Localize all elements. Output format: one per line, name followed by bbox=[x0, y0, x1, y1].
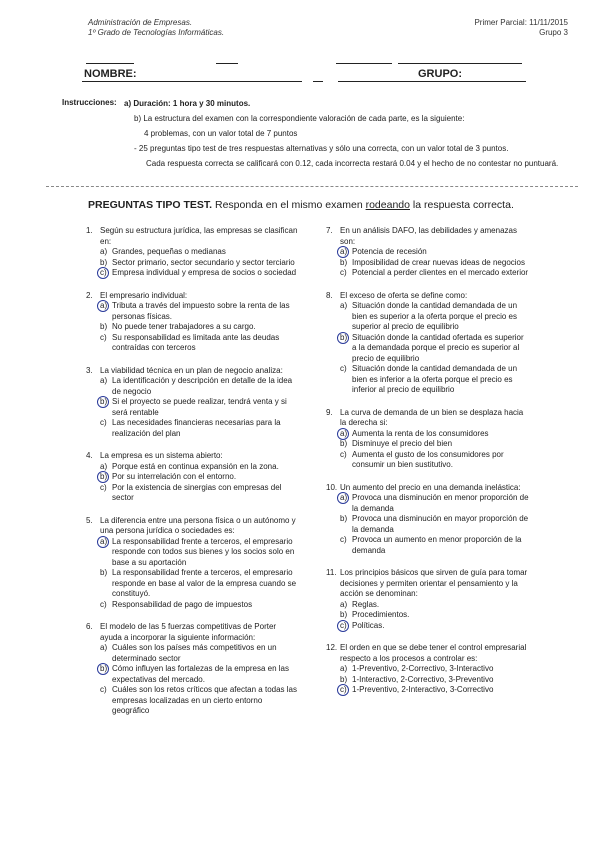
group-number: Grupo 3 bbox=[539, 28, 568, 37]
group-field-line[interactable] bbox=[338, 81, 526, 82]
exam-title: Primer Parcial: 11/11/2015 bbox=[474, 18, 568, 27]
answer-option[interactable] bbox=[100, 664, 300, 685]
option-text: Por la existencia de sinergias con empresas del sector bbox=[112, 482, 282, 502]
instruction-duration: a) Duración: 1 hora y 30 minutos. bbox=[124, 99, 251, 108]
question-text: La curva de demanda de un bien se desplaza hacia la derecha si: bbox=[340, 407, 524, 427]
question-number: 9. bbox=[326, 407, 333, 417]
answer-option[interactable] bbox=[100, 568, 300, 600]
answer-circle-mark bbox=[97, 267, 109, 279]
answer-option[interactable] bbox=[100, 600, 300, 611]
answer-option[interactable] bbox=[100, 643, 300, 664]
option-letter: c) bbox=[340, 268, 347, 277]
answer-circle-mark bbox=[337, 684, 349, 696]
question-number: 1. bbox=[86, 226, 93, 235]
question-item bbox=[326, 643, 530, 696]
option-text: Provoca una disminución en mayor proporción de la demanda bbox=[352, 514, 529, 534]
answer-option[interactable] bbox=[340, 675, 530, 686]
option-text: Por su interrelación con el entorno. bbox=[112, 472, 237, 481]
option-letter: c) bbox=[340, 449, 347, 459]
answer-option[interactable] bbox=[340, 514, 530, 535]
answer-option[interactable] bbox=[100, 462, 300, 473]
left-question-column bbox=[86, 226, 300, 717]
option-text: Cómo influyen las fortalezas de la empresa en las expectativas del mercado. bbox=[112, 664, 289, 684]
option-text: Empresa individual y empresa de socios o sociedad bbox=[112, 268, 297, 277]
instructions-label: Instrucciones: bbox=[62, 98, 117, 107]
answer-option[interactable] bbox=[100, 483, 300, 504]
question-number: 8. bbox=[326, 290, 333, 300]
instruction-problems: 4 problemas, con un valor total de 7 puntos bbox=[144, 129, 298, 138]
question-number: 2. bbox=[86, 290, 93, 300]
instruction-test: - 25 preguntas tipo test de tres respuestas alternativas y sólo una correcta, con un valor total de 3 puntos. bbox=[134, 144, 509, 153]
option-text: Responsabilidad de pago de impuestos bbox=[112, 599, 253, 609]
option-text: Cuáles son los retos críticos que afectan a todas las empresas localizadas en un cierto entorno geográfico bbox=[112, 685, 297, 715]
divider bbox=[216, 63, 238, 64]
option-letter: b) bbox=[340, 439, 348, 448]
option-letter: c) bbox=[100, 268, 107, 277]
option-letter: c) bbox=[100, 332, 107, 342]
option-text: Situación donde la cantidad ofertada es superior a la demandada porque el precio es superior al precio de equilibrio bbox=[352, 332, 524, 363]
question-item bbox=[86, 515, 300, 611]
divider bbox=[336, 63, 392, 64]
question-text: Un aumento del precio en una demanda inelástica: bbox=[340, 482, 521, 492]
option-letter: b) bbox=[100, 257, 108, 267]
option-letter: c) bbox=[340, 535, 347, 544]
option-letter: c) bbox=[340, 364, 347, 373]
answer-option[interactable] bbox=[340, 301, 530, 333]
answer-option[interactable] bbox=[100, 376, 300, 397]
header-left bbox=[88, 18, 224, 38]
question-number: 3. bbox=[86, 365, 93, 375]
section-title-rest: Responda en el mismo examen bbox=[215, 199, 363, 211]
answer-circle-mark bbox=[97, 471, 109, 483]
instruction-structure: b) La estructura del examen con la correspondiente valoración de cada parte, es la siguiente: bbox=[134, 114, 465, 123]
answer-option[interactable] bbox=[340, 600, 530, 611]
option-text: 1-Interactivo, 2-Correctivo, 3-Preventivo bbox=[352, 674, 494, 684]
instructions-block bbox=[124, 98, 562, 173]
section-title-underlined: rodeando bbox=[365, 199, 410, 211]
option-text: Grandes, pequeñas o medianas bbox=[112, 247, 226, 256]
option-text: Porque está en continua expansión en la zona. bbox=[112, 461, 279, 471]
question-text: Según su estructura jurídica, las empresas se clasifican en: bbox=[100, 226, 298, 246]
answer-option[interactable] bbox=[340, 685, 530, 696]
answer-option[interactable] bbox=[100, 418, 300, 439]
answer-option[interactable] bbox=[100, 397, 300, 418]
section-divider bbox=[46, 186, 578, 187]
option-text: Cuáles son los países más competitivos en un determinado sector bbox=[112, 643, 277, 663]
option-letter: a) bbox=[340, 599, 348, 609]
option-text: Potencia de recesión bbox=[352, 247, 427, 256]
option-letter: a) bbox=[340, 493, 348, 502]
option-letter: b) bbox=[340, 610, 348, 619]
answer-option[interactable] bbox=[340, 664, 530, 675]
option-text: Aumenta la renta de los consumidores bbox=[352, 428, 489, 438]
option-letter: b) bbox=[340, 332, 348, 342]
divider bbox=[86, 63, 134, 64]
question-number: 6. bbox=[86, 622, 93, 631]
option-text: La responsabilidad frente a terceros, el empresario responde con todos sus bienes y los socios solo en base a su aportación bbox=[112, 536, 295, 567]
option-text: La responsabilidad frente a terceros, el empresario responde en base al valor de la empresa cuando se constituyó. bbox=[112, 568, 297, 598]
answer-circle-mark bbox=[337, 492, 349, 504]
answer-option[interactable] bbox=[100, 258, 300, 269]
option-letter: a) bbox=[340, 664, 348, 673]
question-text: La viabilidad técnica en un plan de negocio analiza: bbox=[100, 365, 283, 375]
answer-option[interactable] bbox=[100, 537, 300, 569]
option-letter: b) bbox=[100, 568, 108, 577]
option-letter: b) bbox=[100, 664, 108, 673]
option-letter: c) bbox=[100, 599, 107, 609]
question-number: 10. bbox=[326, 482, 338, 492]
answer-circle-mark bbox=[337, 246, 349, 258]
option-text: Disminuye el precio del bien bbox=[352, 439, 453, 448]
question-number: 5. bbox=[86, 515, 93, 525]
question-number: 7. bbox=[326, 226, 333, 235]
option-letter: a) bbox=[100, 376, 108, 385]
option-text: Si el proyecto se puede realizar, tendrá venta y si será rentable bbox=[112, 397, 287, 417]
question-item bbox=[326, 226, 530, 279]
option-letter: c) bbox=[100, 418, 107, 427]
option-letter: c) bbox=[100, 685, 107, 694]
answer-circle-mark bbox=[337, 428, 349, 440]
question-text: Los principios básicos que sirven de guía para tomar decisiones y permiten orientar el pensamiento y la acción se denominan: bbox=[340, 568, 528, 598]
option-letter: a) bbox=[100, 536, 108, 546]
option-letter: a) bbox=[340, 247, 348, 256]
option-text: La identificación y descripción en detalle de la idea de negocio bbox=[112, 376, 293, 396]
question-item bbox=[86, 365, 300, 440]
option-text: Provoca un aumento en menor proporción de la demanda bbox=[352, 535, 522, 555]
option-letter: a) bbox=[100, 643, 108, 652]
answer-circle-mark bbox=[97, 396, 109, 408]
answer-circle-mark bbox=[337, 332, 349, 344]
option-letter: b) bbox=[340, 514, 348, 523]
question-item bbox=[326, 290, 530, 396]
question-item bbox=[86, 290, 300, 354]
question-item bbox=[326, 568, 530, 631]
question-text: El exceso de oferta se define como: bbox=[340, 290, 468, 300]
name-label: NOMBRE: bbox=[84, 68, 137, 80]
option-letter: a) bbox=[340, 301, 348, 310]
answer-circle-mark bbox=[97, 300, 109, 312]
option-text: Situación donde la cantidad demandada de un bien es inferior a la oferta porque el precio es inferior al precio de equilibrio bbox=[352, 364, 518, 394]
answer-option[interactable] bbox=[340, 535, 530, 556]
option-text: No puede tener trabajadores a su cargo. bbox=[112, 322, 256, 331]
option-text: Las necesidades financieras necesarias para la realización del plan bbox=[112, 418, 281, 438]
answer-circle-mark bbox=[97, 536, 109, 548]
question-text: En un análisis DAFO, las debilidades y amenazas son: bbox=[340, 226, 517, 246]
group-label: GRUPO: bbox=[418, 68, 462, 80]
answer-option[interactable] bbox=[340, 429, 530, 440]
degree-title: 1º Grado de Tecnologías Informáticas. bbox=[88, 28, 225, 37]
option-letter: a) bbox=[100, 301, 108, 310]
answer-circle-mark bbox=[337, 620, 349, 632]
option-text: Procedimientos. bbox=[352, 610, 410, 619]
question-text: El empresario individual: bbox=[100, 290, 188, 300]
option-letter: c) bbox=[340, 620, 347, 630]
question-text: La diferencia entre una persona física o un autónomo y una persona jurídica o sociedades es: bbox=[100, 515, 296, 535]
answer-option[interactable] bbox=[340, 247, 530, 258]
option-letter: b) bbox=[340, 674, 348, 684]
option-letter: c) bbox=[340, 685, 347, 694]
divider bbox=[313, 81, 323, 82]
answer-option[interactable] bbox=[100, 268, 300, 279]
answer-option[interactable] bbox=[340, 364, 530, 396]
option-text: Reglas. bbox=[352, 599, 380, 609]
question-text: El orden en que se debe tener el control empresarial respecto a los procesos a controlar es: bbox=[340, 643, 527, 663]
option-text: Potencial a perder clientes en el mercado exterior bbox=[352, 268, 529, 277]
divider bbox=[398, 63, 522, 64]
question-item bbox=[326, 482, 530, 557]
option-letter: b) bbox=[100, 322, 108, 331]
option-letter: b) bbox=[340, 257, 348, 267]
answer-option[interactable] bbox=[340, 493, 530, 514]
option-text: Situación donde la cantidad demandada de un bien es superior a la oferta porque el precio es superior al precio de equilibrio bbox=[352, 301, 518, 331]
section-title-end: la respuesta correcta. bbox=[412, 199, 514, 211]
option-text: Su responsabilidad es limitada ante las deudas contraídas con terceros bbox=[112, 332, 280, 352]
option-text: Tributa a través del impuesto sobre la renta de las personas físicas. bbox=[112, 301, 290, 321]
option-text: Provoca una disminución en menor proporción de la demanda bbox=[352, 493, 529, 513]
answer-option[interactable] bbox=[100, 333, 300, 354]
option-letter: a) bbox=[100, 461, 108, 471]
option-text: Imposibilidad de crear nuevas ideas de negocios bbox=[352, 257, 525, 267]
answer-circle-mark bbox=[97, 663, 109, 675]
right-question-column bbox=[326, 226, 530, 696]
answer-option[interactable] bbox=[340, 450, 530, 471]
instruction-scoring: Cada respuesta correcta se calificará con 0.12, cada incorrecta restará 0.04 y el hecho de no contestar no puntuará. bbox=[146, 159, 559, 168]
answer-option[interactable] bbox=[340, 258, 530, 269]
course-title: Administración de Empresas. bbox=[88, 18, 193, 27]
question-item bbox=[86, 451, 300, 504]
option-text: 1-Preventivo, 2-Interactivo, 3-Correctivo bbox=[352, 685, 494, 694]
option-letter: b) bbox=[100, 472, 108, 481]
answer-option[interactable] bbox=[340, 610, 530, 621]
question-number: 11. bbox=[326, 568, 337, 577]
answer-option[interactable] bbox=[340, 439, 530, 450]
answer-option[interactable] bbox=[100, 685, 300, 717]
section-title bbox=[88, 199, 514, 211]
option-text: Sector primario, sector secundario y sector terciario bbox=[112, 257, 295, 267]
option-letter: a) bbox=[100, 247, 108, 256]
option-letter: a) bbox=[340, 428, 348, 438]
question-item bbox=[326, 407, 530, 471]
answer-option[interactable] bbox=[340, 621, 530, 632]
answer-option[interactable] bbox=[100, 247, 300, 258]
option-text: 1-Preventivo, 2-Correctivo, 3-Interactivo bbox=[352, 664, 494, 673]
question-number: 4. bbox=[86, 451, 93, 460]
question-text: La empresa es un sistema abierto: bbox=[100, 451, 223, 460]
section-title-bold: PREGUNTAS TIPO TEST. bbox=[88, 199, 213, 211]
answer-option[interactable] bbox=[100, 301, 300, 322]
option-letter: c) bbox=[100, 482, 107, 492]
question-item bbox=[86, 622, 300, 717]
question-item bbox=[86, 226, 300, 279]
header-right bbox=[474, 18, 568, 38]
question-text: El modelo de las 5 fuerzas competitivas de Porter ayuda a incorporar la siguiente información: bbox=[100, 622, 277, 642]
answer-option[interactable] bbox=[100, 322, 300, 333]
answer-option[interactable] bbox=[340, 333, 530, 365]
option-letter: b) bbox=[100, 397, 108, 406]
answer-option[interactable] bbox=[340, 268, 530, 279]
option-text: Aumenta el gusto de los consumidores por consumir un bien sustitutivo. bbox=[352, 449, 504, 469]
option-text: Políticas. bbox=[352, 620, 385, 630]
name-field-line[interactable] bbox=[82, 81, 302, 82]
answer-option[interactable] bbox=[100, 472, 300, 483]
question-number: 12. bbox=[326, 643, 338, 652]
